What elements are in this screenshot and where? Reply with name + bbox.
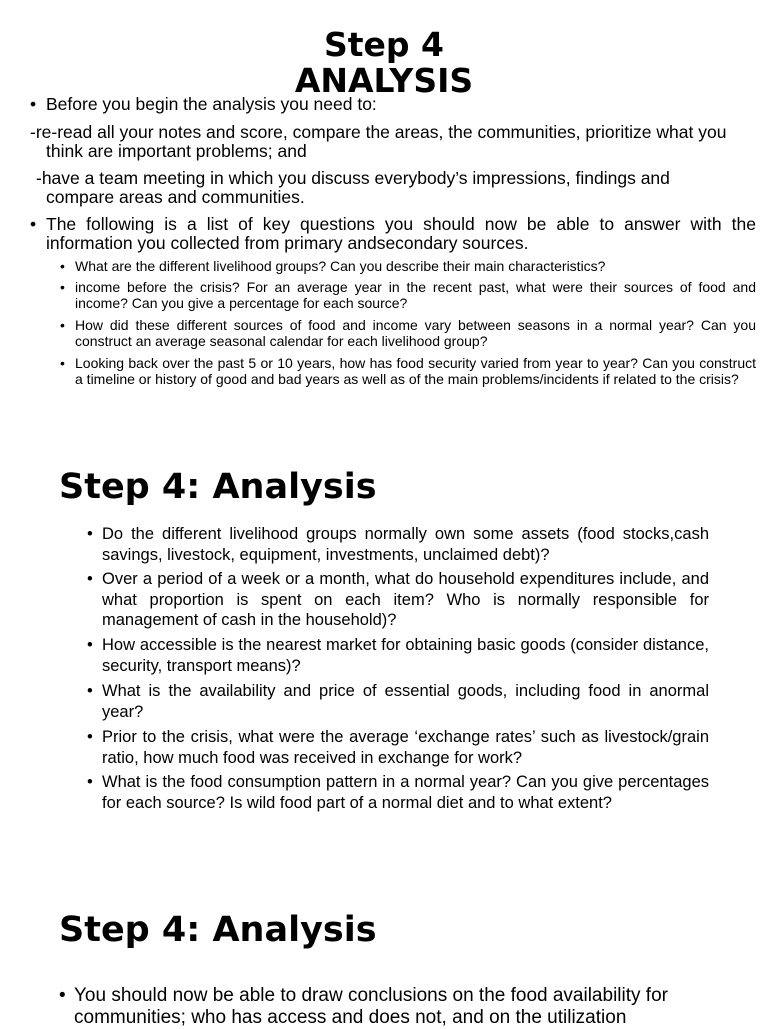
slide3-heading: Step 4: Analysis [59, 910, 377, 950]
analysis-bullet: Do the different livelihood groups normally own some assets (food stocks,cash savings, livestock, equipment, investments, unclaimed debt)? [102, 525, 709, 564]
sub-bullet-dot: • [60, 258, 65, 274]
bullet-dot: • [87, 773, 93, 791]
bullet-dot: • [59, 985, 66, 1006]
sub-bullet-dot: • [60, 279, 65, 295]
bullet-dot: • [30, 214, 37, 234]
conclusion-bullet: You should now be able to draw conclusions on the food availability for communities; who has access and does not, and on the utilization [74, 985, 668, 1028]
slide2-heading: Step 4: Analysis [59, 467, 377, 507]
bullet-dot: • [87, 636, 93, 654]
slide1-title-line1: Step 4 [324, 25, 444, 64]
slide1-title-line2: ANALYSIS [294, 61, 474, 100]
bullet-dot: • [87, 525, 93, 543]
following-text: The following is a list of key questions you should now be able to answer with the information you collected from primary andsecondary sources. [46, 214, 756, 253]
dash-item-2: -have a team meeting in which you discuss everybody’s impressions, findings and compare areas and communities. [36, 168, 670, 207]
analysis-bullet: Over a period of a week or a month, what do household expenditures include, and what proportion is spent on each item? Who is normally responsible for management of cash in the household)? [102, 570, 709, 629]
question-item: income before the crisis? For an average year in the recent past, what were their sources of food and income? Can you give a percentage for each source? [75, 279, 756, 311]
dash-item-1: -re-read all your notes and score, compare the areas, the communities, prioritize what you think are important problems; and [30, 122, 727, 161]
question-item: What are the different livelihood groups? Can you describe their main characteristics? [75, 258, 606, 274]
bullet-dot: • [30, 94, 37, 114]
question-item: How did these different sources of food and income vary between seasons in a normal year? Can you construct an average seasonal calendar for each livelihood group? [75, 317, 756, 349]
analysis-bullet: How accessible is the nearest market for obtaining basic goods (consider distance, security, transport means)? [102, 636, 709, 675]
analysis-bullet: Prior to the crisis, what were the average ‘exchange rates’ such as livestock/grain ratio, how much food was received in exchange for work? [102, 728, 709, 767]
bullet-dot: • [87, 682, 93, 700]
question-item: Looking back over the past 5 or 10 years, how has food security varied from year to year? Can you construct a timeline or history of good and bad years as well as of the main problems/incidents if related to the crisis? [75, 355, 756, 387]
analysis-bullet: What is the food consumption pattern in a normal year? Can you give percentages for each source? Is wild food part of a normal diet and to what extent? [102, 773, 709, 812]
bullet-dot: • [87, 728, 93, 746]
analysis-bullet: What is the availability and price of essential goods, including food in anormal year? [102, 682, 709, 721]
sub-bullet-dot: • [60, 355, 65, 371]
intro-text: Before you begin the analysis you need to: [46, 94, 377, 114]
bullet-dot: • [87, 570, 93, 588]
sub-bullet-dot: • [60, 317, 65, 333]
